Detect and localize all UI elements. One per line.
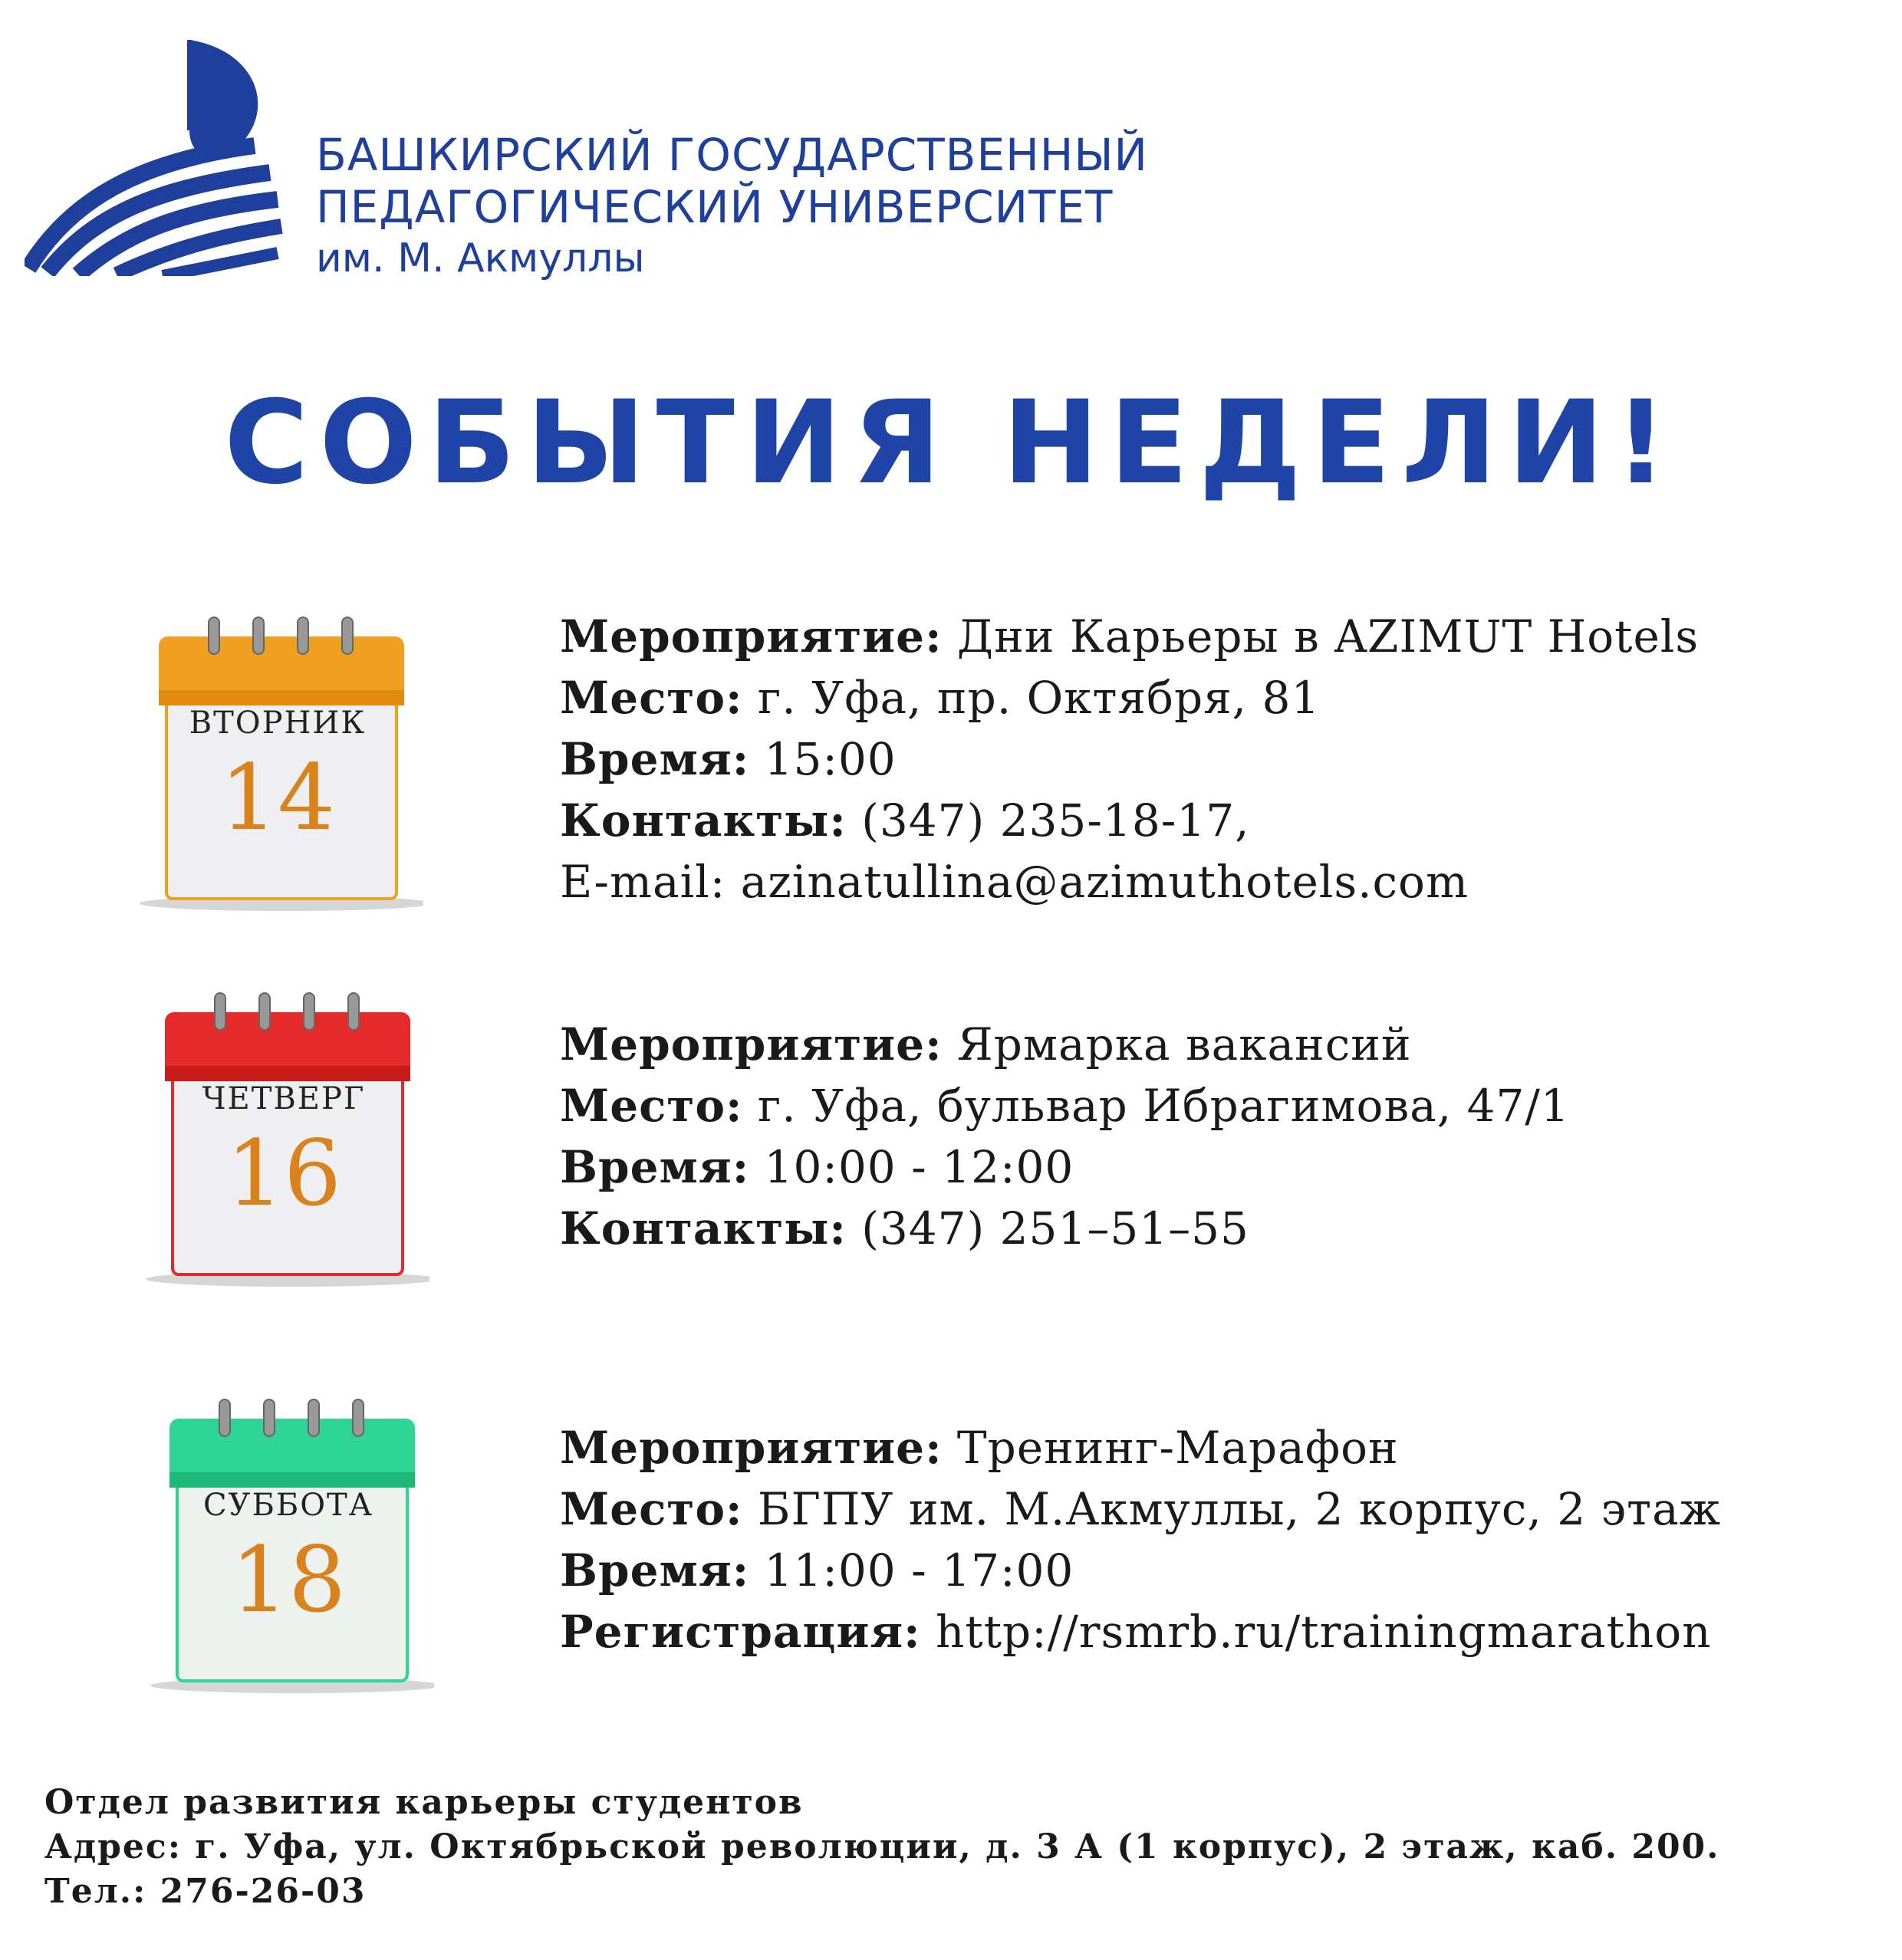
calendar-day-number: 18 xyxy=(230,1527,347,1633)
calendar-icon-saturday xyxy=(143,1396,434,1718)
university-logo-icon xyxy=(25,38,285,276)
university-name-line1: БАШКИРСКИЙ ГОСУДАРСТВЕННЫЙ xyxy=(316,129,1148,181)
event-line: Контакты: (347) 251–51–55 xyxy=(560,1202,1249,1255)
event-details xyxy=(560,606,1699,913)
footer-contacts xyxy=(44,1781,1720,1914)
event-line: Время: 11:00 - 17:00 xyxy=(560,1544,1074,1597)
university-name-line3: им. М. Акмуллы xyxy=(316,235,645,281)
calendar-day-name: ВТОРНИК xyxy=(189,705,367,741)
event-line: Мероприятие: Дни Карьеры в AZIMUT Hotels xyxy=(560,610,1700,663)
event-line: Время: 10:00 - 12:00 xyxy=(560,1141,1074,1193)
event-line: Мероприятие: Тренинг-Марафон xyxy=(560,1422,1399,1474)
calendar-day-name: СУББОТА xyxy=(202,1488,374,1523)
calendar-day-number: 16 xyxy=(225,1120,342,1226)
event-line: Место: БГПУ им. М.Акмуллы, 2 корпус, 2 этаж xyxy=(560,1483,1722,1535)
university-name-line2: ПЕДАГОГИЧЕСКИЙ УНИВЕРСИТЕТ xyxy=(316,181,1114,233)
calendar-day-name: ЧЕТВЕРГ xyxy=(202,1081,366,1116)
event-details xyxy=(560,1417,1721,1662)
page-title: СОБЫТИЯ НЕДЕЛИ! xyxy=(224,377,1678,510)
event-line: Место: г. Уфа, пр. Октября, 81 xyxy=(560,672,1321,724)
event-line: Контакты: (347) 235-18-17, xyxy=(560,794,1250,847)
event-line: E-mail: azinatullina@azimuthotels.com xyxy=(560,856,1469,908)
calendar-icon-tuesday xyxy=(132,613,423,936)
footer-line-department: Отдел развития карьеры студентов xyxy=(44,1783,804,1822)
footer-line-address: Адрес: г. Уфа, ул. Октябрьской революции, д. 3 А (1 корпус), 2 этаж, каб. 200. xyxy=(44,1827,1720,1866)
calendar-day-number: 14 xyxy=(219,745,336,850)
event-details xyxy=(560,1014,1570,1259)
event-line: Место: г. Уфа, бульвар Ибрагимова, 47/1 xyxy=(560,1080,1570,1132)
event-line: Время: 15:00 xyxy=(560,733,897,785)
footer-line-phone: Тел.: 276-26-03 xyxy=(44,1872,367,1911)
event-line: Мероприятие: Ярмарка вакансий xyxy=(560,1018,1412,1070)
event-line: Регистрация: http://rsmrb.ru/trainingmarathon xyxy=(560,1606,1712,1658)
calendar-icon-thursday xyxy=(138,989,429,1311)
university-name xyxy=(316,129,1148,284)
